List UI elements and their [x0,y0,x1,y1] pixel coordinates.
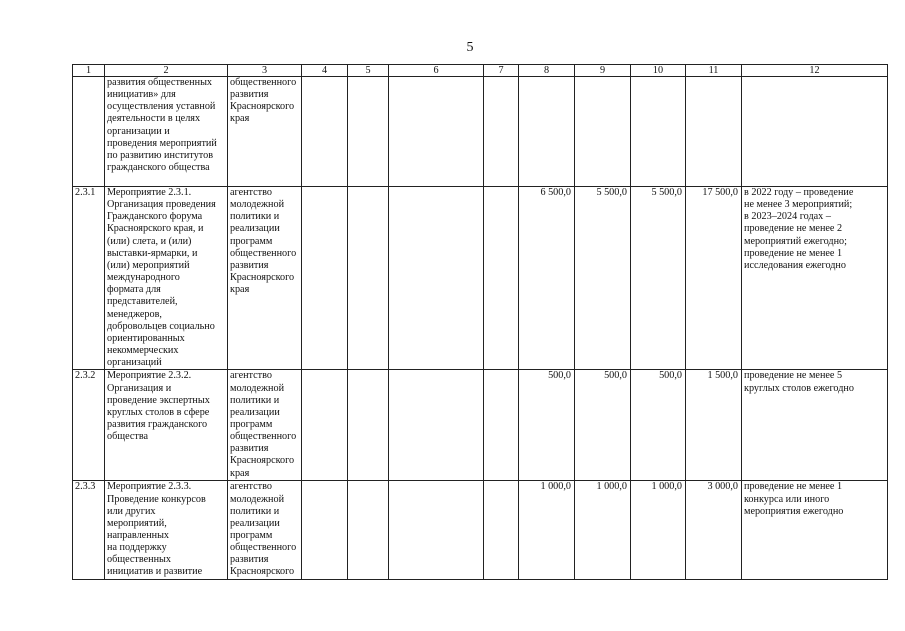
activity-code: 2.3.3 [73,481,105,580]
cell-col-6 [389,77,484,187]
amount-col-8: 1 000,0 [519,481,575,580]
cell-col-7 [484,187,519,370]
column-header: 8 [519,65,575,77]
amount-col-9: 500,0 [575,370,631,481]
cell-col-4 [302,370,348,481]
activity-executor: агентство молодежной политики и реализации программ общественного развития Красноярского края [228,187,302,370]
header-row [73,65,888,77]
column-header: 3 [228,65,302,77]
column-header: 10 [631,65,686,77]
table-row [73,77,888,187]
column-header: 6 [389,65,484,77]
activity-executor: агентство молодежной политики и реализации программ общественного развития Красноярского [228,481,302,580]
amount-col-10 [631,77,686,187]
expected-result: проведение не менее 5 круглых столов ежегодно [742,370,888,481]
cell-col-4 [302,481,348,580]
amount-total: 3 000,0 [686,481,742,580]
amount-total: 1 500,0 [686,370,742,481]
column-header: 12 [742,65,888,77]
table-row [73,187,888,370]
activity-name: Мероприятие 2.3.3. Проведение конкурсов или других мероприятий, направленных на поддержку общественных инициатив и развитие [105,481,228,580]
amount-total: 17 500,0 [686,187,742,370]
cell-col-7 [484,77,519,187]
amount-col-8: 6 500,0 [519,187,575,370]
table-row [73,370,888,481]
cell-col-4 [302,77,348,187]
activity-code: 2.3.2 [73,370,105,481]
activity-name: развития общественных инициатив» для осуществления уставной деятельности в целях организации и проведения мероприятий по развитию институтов гражданского общества [105,77,228,187]
page-number: 5 [466,40,474,55]
column-header: 5 [348,65,389,77]
activity-code [73,77,105,187]
activity-executor: общественного развития Красноярского края [228,77,302,187]
cell-col-7 [484,481,519,580]
cell-col-6 [389,481,484,580]
amount-col-10: 5 500,0 [631,187,686,370]
cell-col-5 [348,77,389,187]
amount-total [686,77,742,187]
amount-col-9: 5 500,0 [575,187,631,370]
column-header: 7 [484,65,519,77]
cell-col-6 [389,187,484,370]
amount-col-9 [575,77,631,187]
activity-executor: агентство молодежной политики и реализации программ общественного развития Красноярского края [228,370,302,481]
expected-result: в 2022 году – проведение не менее 3 мероприятий; в 2023–2024 годах – проведение не менее 2 мероприятий ежегодно; проведение не менее 1 исследования ежегодно [742,187,888,370]
amount-col-9: 1 000,0 [575,481,631,580]
amount-col-8: 500,0 [519,370,575,481]
column-header: 1 [73,65,105,77]
column-header: 9 [575,65,631,77]
cell-col-6 [389,370,484,481]
cell-col-7 [484,370,519,481]
program-activities-table [72,64,888,580]
activity-name: Мероприятие 2.3.1. Организация проведения Гражданского форума Красноярского края, и (или) слета, и (или) выставки-ярмарки, и (или) мероприятий международного формата для представителей, менеджеров, добровольцев социально ориентированных некоммерческих организаций [105,187,228,370]
cell-col-4 [302,187,348,370]
column-header: 2 [105,65,228,77]
expected-result [742,77,888,187]
table-row [73,481,888,580]
activity-name: Мероприятие 2.3.2. Организация и проведение экспертных круглых столов в сфере развития гражданского общества [105,370,228,481]
amount-col-8 [519,77,575,187]
expected-result: проведение не менее 1 конкурса или иного мероприятия ежегодно [742,481,888,580]
activity-code: 2.3.1 [73,187,105,370]
amount-col-10: 1 000,0 [631,481,686,580]
cell-col-5 [348,187,389,370]
cell-col-5 [348,481,389,580]
column-header: 4 [302,65,348,77]
column-header: 11 [686,65,742,77]
cell-col-5 [348,370,389,481]
amount-col-10: 500,0 [631,370,686,481]
